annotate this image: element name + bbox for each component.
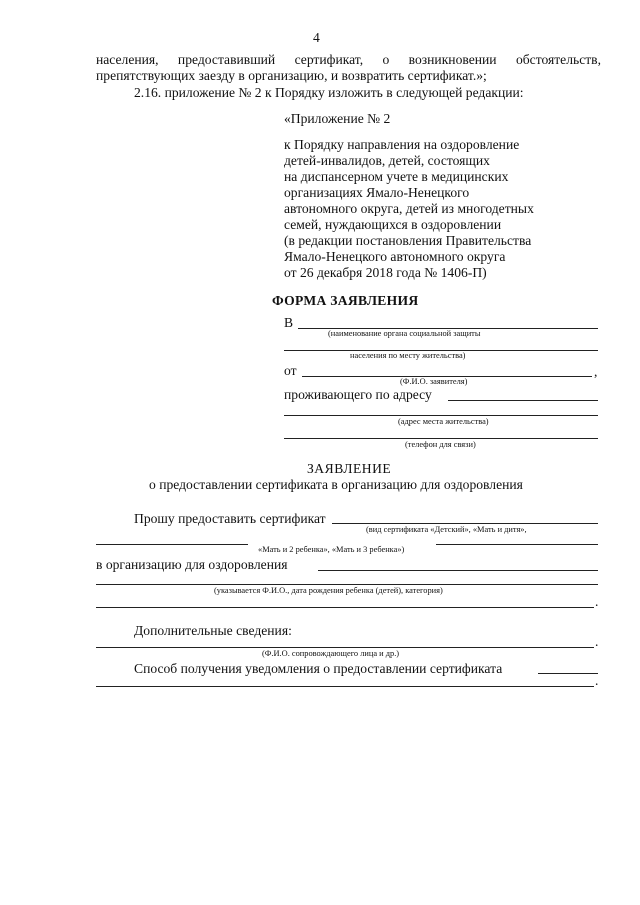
statement-title: ЗАЯВЛЕНИЕ [307, 461, 392, 476]
appendix-line: на диспансерном учете в медицинских [284, 169, 509, 184]
hint-cert-type-2: «Мать и 2 ребенка», «Мать и 3 ребенка») [258, 545, 405, 554]
page-number: 4 [313, 30, 320, 45]
period: . [595, 673, 599, 688]
org-label: в организацию для оздоровления [96, 557, 288, 572]
appendix-title: «Приложение № 2 [284, 111, 391, 126]
from-label: от [284, 363, 297, 378]
intro-line-2: препятствующих заезду в организацию, и возвратить сертификат.»; [96, 68, 487, 83]
period: . [595, 634, 599, 649]
org-field-line[interactable] [318, 570, 598, 571]
hint-residence: населения по месту жительства) [350, 351, 466, 360]
intro-line-1: населения, предоставивший сертификат, о возникновении обстоятельств, [96, 52, 601, 67]
hint-phone: (телефон для связи) [405, 440, 476, 449]
child-field-line-2[interactable] [96, 607, 594, 608]
statement-subtitle: о предоставлении сертификата в организацию для оздоровления [149, 477, 523, 492]
request-label: Прошу предоставить сертификат [134, 511, 326, 526]
notify-field-line[interactable] [538, 673, 598, 674]
extra-field-line[interactable] [96, 647, 594, 648]
appendix-line: от 26 декабря 2018 года № 1406-П) [284, 265, 487, 280]
certificate-type-field-line-2[interactable] [96, 544, 248, 545]
from-comma: , [594, 364, 598, 379]
appendix-line: (в редакции постановления Правительства [284, 233, 532, 248]
intro-item: 2.16. приложение № 2 к Порядку изложить в следующей редакции: [134, 85, 524, 100]
hint-escort: (Ф.И.О. сопровождающего лица и др.) [262, 649, 400, 658]
appendix-line: организациях Ямало-Ненецкого [284, 185, 470, 200]
appendix-line: автономного округа, детей из многодетных [284, 201, 534, 216]
appendix-line: Ямало-Ненецкого автономного округа [284, 249, 506, 264]
appendix-line: к Порядку направления на оздоровление [284, 137, 520, 152]
extra-label: Дополнительные сведения: [134, 623, 292, 638]
appendix-line: детей-инвалидов, детей, состоящих [284, 153, 490, 168]
period: . [595, 594, 599, 609]
address-field-line-2[interactable] [284, 415, 598, 416]
phone-field-line[interactable] [284, 438, 598, 439]
to-label: В [284, 315, 294, 330]
appendix-line: семей, нуждающихся в оздоровлении [284, 217, 502, 232]
address-field-line[interactable] [448, 400, 598, 401]
hint-organ: (наименование органа социальной защиты [328, 329, 481, 338]
child-field-line[interactable] [96, 584, 598, 585]
certificate-type-field-line[interactable] [332, 523, 598, 524]
hint-child: (указывается Ф.И.О., дата рождения ребенка (детей), категория) [214, 586, 443, 595]
hint-address: (адрес места жительства) [398, 417, 489, 426]
form-heading: ФОРМА ЗАЯВЛЕНИЯ [272, 293, 419, 308]
notify-label: Способ получения уведомления о предоставлении сертификата [134, 661, 503, 676]
certificate-type-field-line-3[interactable] [436, 544, 598, 545]
hint-fio: (Ф.И.О. заявителя) [400, 377, 468, 386]
address-label: проживающего по адресу [284, 387, 432, 402]
notify-field-line-2[interactable] [96, 686, 594, 687]
hint-cert-type-1: (вид сертификата «Детский», «Мать и дитя», [366, 525, 527, 534]
